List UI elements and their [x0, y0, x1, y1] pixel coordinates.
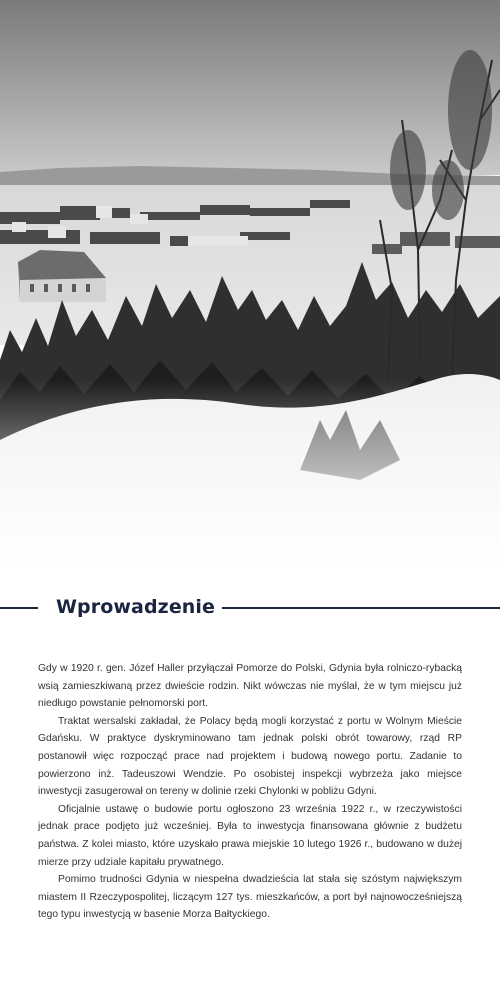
section-header — [0, 594, 500, 622]
paragraph: Oficjalnie ustawę o budowie portu ogłoszono 23 września 1922 r., w rzeczywistości jednak prace podjęto już wcześniej. Była to inwestycja finansowana głównie z budżetu państwa. Z kolei miasto, które uzyskało prawa miejskie 10 lutego 1926 r., budowano w dużej mierze przy udziale kapitału prywatnego. — [38, 803, 462, 868]
paragraph: Gdy w 1920 r. gen. Józef Haller przyłączał Pomorze do Polski, Gdynia była rolniczo-rybacką wsią zamieszkiwaną przez dwieście rodzin. Nikt wówczas nie myślał, że w tym miejscu już niedługo powstanie pełnomorski port. — [38, 663, 462, 710]
title-rule-right — [222, 607, 500, 609]
body-text — [38, 660, 462, 924]
section-title: Wprowadzenie — [56, 596, 216, 618]
title-rule-left — [0, 607, 38, 609]
paragraph: Pomimo trudności Gdynia w niespełna dwadzieścia lat stała się szóstym największym miastem II Rzeczypospolitej, liczącym 127 tys. mieszkańców, a port był najnowocześniejszą tego typu inwestycją w basenie Morza Bałtyckiego. — [38, 874, 462, 921]
paragraph: Traktat wersalski zakładał, że Polacy będą mogli korzystać z portu w Wolnym Mieście Gdańsku. W praktyce dyskryminowano tam jednak polski obrót towarowy, rząd RP postanowił więc rozpocząć prace nad projektem i budową nowego portu. Zadanie to powierzono inż. Tadeuszowi Wendzie. Po osobistej inspekcji wybrzeża jako miejsce inwestycji zasugerował on tereny w dolinie rzeki Chylonki w pobliżu Gdyni. — [38, 715, 462, 798]
